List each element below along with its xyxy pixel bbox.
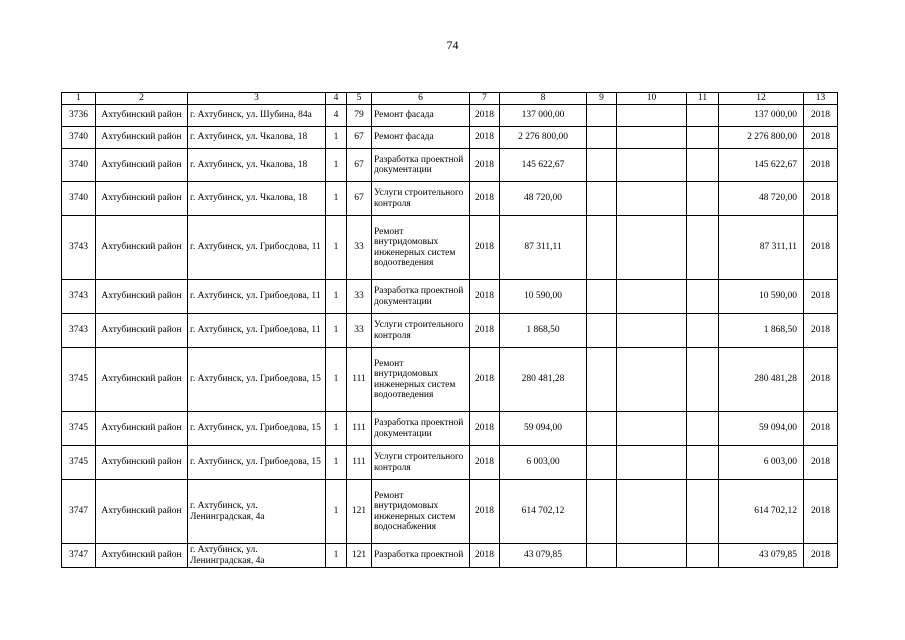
address-cell: г. Ахтубинск, ул. Ленинградская, 4а: [188, 480, 326, 544]
end-year-cell: 2018: [804, 348, 838, 412]
district-cell: Ахтубинский район: [96, 182, 188, 216]
work-type-cell: Ремонт внутридомовых инженерных систем водоотведения: [372, 216, 470, 280]
district-cell: Ахтубинский район: [96, 446, 188, 480]
work-type-cell: Разработка проектной документации: [372, 149, 470, 182]
column-header: 3: [188, 93, 326, 105]
year-cell: 2018: [470, 446, 500, 480]
year-cell: 2018: [470, 544, 500, 568]
column-header: 11: [687, 93, 719, 105]
address-cell: г. Ахтубинск, ул. Грибоедова, 11: [188, 314, 326, 348]
col10-cell: [617, 280, 687, 314]
col11-cell: [687, 149, 719, 182]
end-year-cell: 2018: [804, 480, 838, 544]
district-cell: Ахтубинский район: [96, 216, 188, 280]
table-row: [62, 280, 838, 314]
col9-cell: [587, 280, 617, 314]
table-header-row: [62, 93, 838, 105]
end-year-cell: 2018: [804, 544, 838, 568]
units-cell: 79: [347, 105, 372, 127]
total-cell: 59 094,00: [719, 412, 804, 446]
work-type-cell: Ремонт фасада: [372, 127, 470, 149]
row-number-cell: 3743: [62, 314, 96, 348]
year-cell: 2018: [470, 127, 500, 149]
col11-cell: [687, 314, 719, 348]
row-number-cell: 3743: [62, 216, 96, 280]
units-cell: 121: [347, 480, 372, 544]
table-row: [62, 314, 838, 348]
district-cell: Ахтубинский район: [96, 280, 188, 314]
district-cell: Ахтубинский район: [96, 480, 188, 544]
end-year-cell: 2018: [804, 149, 838, 182]
col11-cell: [687, 182, 719, 216]
end-year-cell: 2018: [804, 314, 838, 348]
count-cell: 1: [326, 544, 347, 568]
year-cell: 2018: [470, 412, 500, 446]
col9-cell: [587, 127, 617, 149]
row-number-cell: 3745: [62, 412, 96, 446]
total-cell: 280 481,28: [719, 348, 804, 412]
units-cell: 67: [347, 182, 372, 216]
column-header: 9: [587, 93, 617, 105]
col10-cell: [617, 182, 687, 216]
total-cell: 43 079,85: [719, 544, 804, 568]
count-cell: 4: [326, 105, 347, 127]
column-header: 5: [347, 93, 372, 105]
total-cell: 6 003,00: [719, 446, 804, 480]
year-cell: 2018: [470, 216, 500, 280]
units-cell: 33: [347, 280, 372, 314]
count-cell: 1: [326, 446, 347, 480]
year-cell: 2018: [470, 314, 500, 348]
district-cell: Ахтубинский район: [96, 105, 188, 127]
year-cell: 2018: [470, 480, 500, 544]
col11-cell: [687, 216, 719, 280]
end-year-cell: 2018: [804, 216, 838, 280]
amount-cell: 10 590,00: [500, 280, 587, 314]
end-year-cell: 2018: [804, 127, 838, 149]
year-cell: 2018: [470, 182, 500, 216]
year-cell: 2018: [470, 105, 500, 127]
district-cell: Ахтубинский район: [96, 348, 188, 412]
amount-cell: 137 000,00: [500, 105, 587, 127]
work-type-cell: Услуги строительного контроля: [372, 446, 470, 480]
col9-cell: [587, 544, 617, 568]
row-number-cell: 3747: [62, 544, 96, 568]
column-header: 10: [617, 93, 687, 105]
column-header: 6: [372, 93, 470, 105]
work-type-cell: Ремонт внутридомовых инженерных систем водоотведения: [372, 348, 470, 412]
col11-cell: [687, 348, 719, 412]
work-type-cell: Ремонт внутридомовых инженерных систем водоснабжения: [372, 480, 470, 544]
address-cell: г. Ахтубинск, ул. Грибоедова, 11: [188, 280, 326, 314]
count-cell: 1: [326, 412, 347, 446]
column-header: 12: [719, 93, 804, 105]
work-type-cell: Ремонт фасада: [372, 105, 470, 127]
table-row: [62, 127, 838, 149]
column-header: 2: [96, 93, 188, 105]
units-cell: 67: [347, 149, 372, 182]
amount-cell: 280 481,28: [500, 348, 587, 412]
col9-cell: [587, 182, 617, 216]
count-cell: 1: [326, 149, 347, 182]
end-year-cell: 2018: [804, 182, 838, 216]
col9-cell: [587, 480, 617, 544]
row-number-cell: 3736: [62, 105, 96, 127]
year-cell: 2018: [470, 149, 500, 182]
col9-cell: [587, 314, 617, 348]
count-cell: 1: [326, 280, 347, 314]
table-row: [62, 446, 838, 480]
work-type-cell: Услуги строительного контроля: [372, 182, 470, 216]
address-cell: г. Ахтубинск, ул. Грибосдова, 11: [188, 216, 326, 280]
address-cell: г. Ахтубинск, ул. Ленинградская, 4а: [188, 544, 326, 568]
works-table: [61, 92, 838, 568]
amount-cell: 43 079,85: [500, 544, 587, 568]
count-cell: 1: [326, 314, 347, 348]
total-cell: 614 702,12: [719, 480, 804, 544]
units-cell: 33: [347, 216, 372, 280]
col10-cell: [617, 127, 687, 149]
col10-cell: [617, 544, 687, 568]
units-cell: 33: [347, 314, 372, 348]
address-cell: г. Ахтубинск, ул. Чкалова, 18: [188, 127, 326, 149]
col10-cell: [617, 446, 687, 480]
page-number: 74: [446, 38, 459, 52]
count-cell: 1: [326, 216, 347, 280]
row-number-cell: 3745: [62, 446, 96, 480]
total-cell: 10 590,00: [719, 280, 804, 314]
units-cell: 121: [347, 544, 372, 568]
work-type-cell: Разработка проектной документации: [372, 280, 470, 314]
year-cell: 2018: [470, 280, 500, 314]
units-cell: 111: [347, 412, 372, 446]
table-row: [62, 480, 838, 544]
column-header: 1: [62, 93, 96, 105]
address-cell: г. Ахтубинск, ул. Чкалова, 18: [188, 149, 326, 182]
year-cell: 2018: [470, 348, 500, 412]
row-number-cell: 3740: [62, 127, 96, 149]
col9-cell: [587, 446, 617, 480]
row-number-cell: 3740: [62, 182, 96, 216]
column-header: 7: [470, 93, 500, 105]
col10-cell: [617, 216, 687, 280]
col10-cell: [617, 314, 687, 348]
count-cell: 1: [326, 127, 347, 149]
col9-cell: [587, 216, 617, 280]
total-cell: 145 622,67: [719, 149, 804, 182]
total-cell: 87 311,11: [719, 216, 804, 280]
amount-cell: 48 720,00: [500, 182, 587, 216]
col10-cell: [617, 149, 687, 182]
table-row: [62, 149, 838, 182]
total-cell: 2 276 800,00: [719, 127, 804, 149]
row-number-cell: 3740: [62, 149, 96, 182]
address-cell: г. Ахтубинск, ул. Грибоедова, 15: [188, 348, 326, 412]
table-row: [62, 544, 838, 568]
amount-cell: 2 276 800,00: [500, 127, 587, 149]
column-header: 13: [804, 93, 838, 105]
end-year-cell: 2018: [804, 105, 838, 127]
table-row: [62, 348, 838, 412]
count-cell: 1: [326, 182, 347, 216]
district-cell: Ахтубинский район: [96, 149, 188, 182]
col11-cell: [687, 280, 719, 314]
table-row: [62, 216, 838, 280]
table-row: [62, 105, 838, 127]
end-year-cell: 2018: [804, 446, 838, 480]
work-type-cell: Разработка проектной документации: [372, 412, 470, 446]
row-number-cell: 3747: [62, 480, 96, 544]
work-type-cell: Разработка проектной: [372, 544, 470, 568]
row-number-cell: 3745: [62, 348, 96, 412]
col10-cell: [617, 480, 687, 544]
row-number-cell: 3743: [62, 280, 96, 314]
units-cell: 111: [347, 446, 372, 480]
col9-cell: [587, 412, 617, 446]
col10-cell: [617, 105, 687, 127]
total-cell: 48 720,00: [719, 182, 804, 216]
column-header: 8: [500, 93, 587, 105]
count-cell: 1: [326, 480, 347, 544]
amount-cell: 614 702,12: [500, 480, 587, 544]
units-cell: 111: [347, 348, 372, 412]
district-cell: Ахтубинский район: [96, 314, 188, 348]
address-cell: г. Ахтубинск, ул. Грибоедова, 15: [188, 412, 326, 446]
amount-cell: 1 868,50: [500, 314, 587, 348]
col11-cell: [687, 446, 719, 480]
amount-cell: 6 003,00: [500, 446, 587, 480]
address-cell: г. Ахтубинск, ул. Шубина, 84а: [188, 105, 326, 127]
amount-cell: 145 622,67: [500, 149, 587, 182]
col9-cell: [587, 348, 617, 412]
address-cell: г. Ахтубинск, ул. Грибоедова, 15: [188, 446, 326, 480]
amount-cell: 87 311,11: [500, 216, 587, 280]
end-year-cell: 2018: [804, 412, 838, 446]
col11-cell: [687, 105, 719, 127]
col10-cell: [617, 348, 687, 412]
work-type-cell: Услуги строительного контроля: [372, 314, 470, 348]
table-row: [62, 182, 838, 216]
amount-cell: 59 094,00: [500, 412, 587, 446]
col11-cell: [687, 412, 719, 446]
col11-cell: [687, 480, 719, 544]
district-cell: Ахтубинский район: [96, 544, 188, 568]
col11-cell: [687, 127, 719, 149]
col11-cell: [687, 544, 719, 568]
district-cell: Ахтубинский район: [96, 127, 188, 149]
address-cell: г. Ахтубинск, ул. Чкалова, 18: [188, 182, 326, 216]
district-cell: Ахтубинский район: [96, 412, 188, 446]
column-header: 4: [326, 93, 347, 105]
units-cell: 67: [347, 127, 372, 149]
col9-cell: [587, 105, 617, 127]
count-cell: 1: [326, 348, 347, 412]
end-year-cell: 2018: [804, 280, 838, 314]
col9-cell: [587, 149, 617, 182]
total-cell: 1 868,50: [719, 314, 804, 348]
col10-cell: [617, 412, 687, 446]
table-row: [62, 412, 838, 446]
total-cell: 137 000,00: [719, 105, 804, 127]
